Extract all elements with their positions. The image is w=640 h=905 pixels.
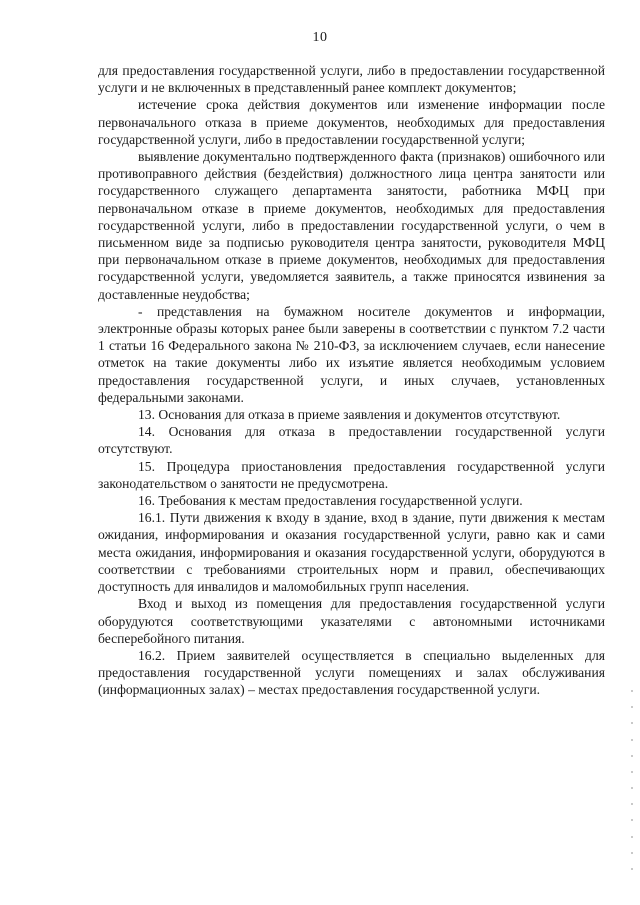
paragraph-14: 14. Основания для отказа в предоставлении государственной услуги отсутствуют. (98, 424, 605, 457)
paragraph-paper-documents: - представления на бумажном носителе документов и информации, электронные образы которых ранее были заверены в соответствии с пунктом 7.2 части 1 статьи 16 Федерального закона № 210-ФЗ, за исключением случаев, если нанесение отметок на такие документы либо их изъятие является необходимым условием предоставления государственной услуги, и иных случаев, установленных федеральными законами. (98, 303, 605, 405)
paragraph-13: 13. Основания для отказа в приеме заявления и документов отсутствуют. (138, 407, 561, 423)
paragraph-15: 15. Процедура приостановления предоставления государственной услуги законодательством о занятости не предусмотрена. (98, 458, 605, 491)
paragraph-entrance: Вход и выход из помещения для предоставления государственной услуги оборудуются соответствующими указателями с автономными источниками бесперебойного питания. (98, 596, 605, 646)
paragraph-continuation: для предоставления государственной услуги, либо в предоставлении государственной услуги и не включенных в представленный ранее комплект документов; (98, 63, 605, 96)
paragraph-16: 16. Требования к местам предоставления государственной услуги. (138, 493, 523, 509)
page-number: 10 (312, 30, 328, 45)
paragraph-16-2: 16.2. Прием заявителей осуществляется в специально выделенных для предоставления государственной услуги помещениях и залах обслуживания (информационных залах) – местах предоставления государственной услуги. (98, 647, 605, 698)
paragraph-16-1: 16.1. Пути движения к входу в здание, вход в здание, пути движения к местам ожидания, информирования и оказания государственной услуги, равно как и сами места ожидания, информирования и оказания государственной услуги, оборудуются в соответствии с требованиями строительных норм и правил, обеспечивающих доступность для инвалидов и маломобильных групп населения. (98, 510, 605, 595)
paragraph-expiry: истечение срока действия документов или изменение информации после первоначального отказа в приеме документов, необходимых для предоставления государственной услуги, либо в предоставлении государственной услуги; (98, 97, 605, 147)
scan-margin-marks (630, 690, 634, 870)
paragraph-error-detection: выявление документально подтвержденного факта (признаков) ошибочного или противоправного действия (бездействия) должностного лица центра занятости или государственного служащего департамента занятости, работника МФЦ при первоначальном отказе в приеме документов, необходимых для предоставления государственной услуги, либо в предоставлении государственной услуги, о чем в письменном виде за подписью руководителя центра занятости, руководителя МФЦ при первоначальном отказе в приеме документов, необходимых для предоставления государственной услуги, уведомляется заявитель, а также приносятся извинения за доставленные неудобства; (98, 149, 605, 302)
document-body (98, 62, 605, 699)
